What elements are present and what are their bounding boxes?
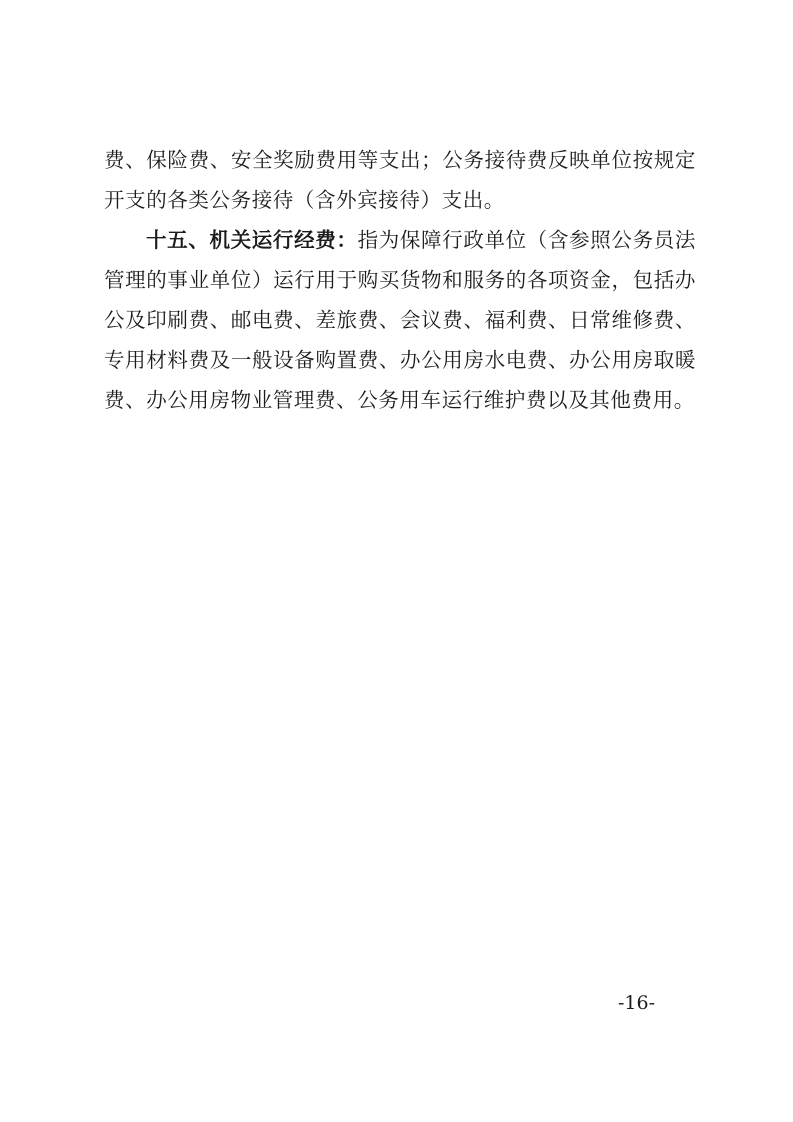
paragraph-item-fifteen	[104, 220, 696, 420]
page-number: -16-	[617, 992, 656, 1014]
document-body	[104, 140, 696, 420]
paragraph-continued-text: 费、保险费、安全奖励费用等支出；公务接待费反映单位按规定开支的各类公务接待（含外宾接待）支出。	[104, 148, 696, 212]
paragraph-item-fifteen-lead: 十五、机关运行经费：	[146, 228, 358, 252]
paragraph-item-fifteen-text: 指为保障行政单位（含参照公务员法管理的事业单位）运行用于购买货物和服务的各项资金，包括办公及印刷费、邮电费、差旅费、会议费、福利费、日常维修费、专用材料费及一般设备购置费、办公用房水电费、办公用房取暖费、办公用房物业管理费、公务用车运行维护费以及其他费用。	[104, 228, 696, 412]
paragraph-continued	[104, 140, 696, 220]
